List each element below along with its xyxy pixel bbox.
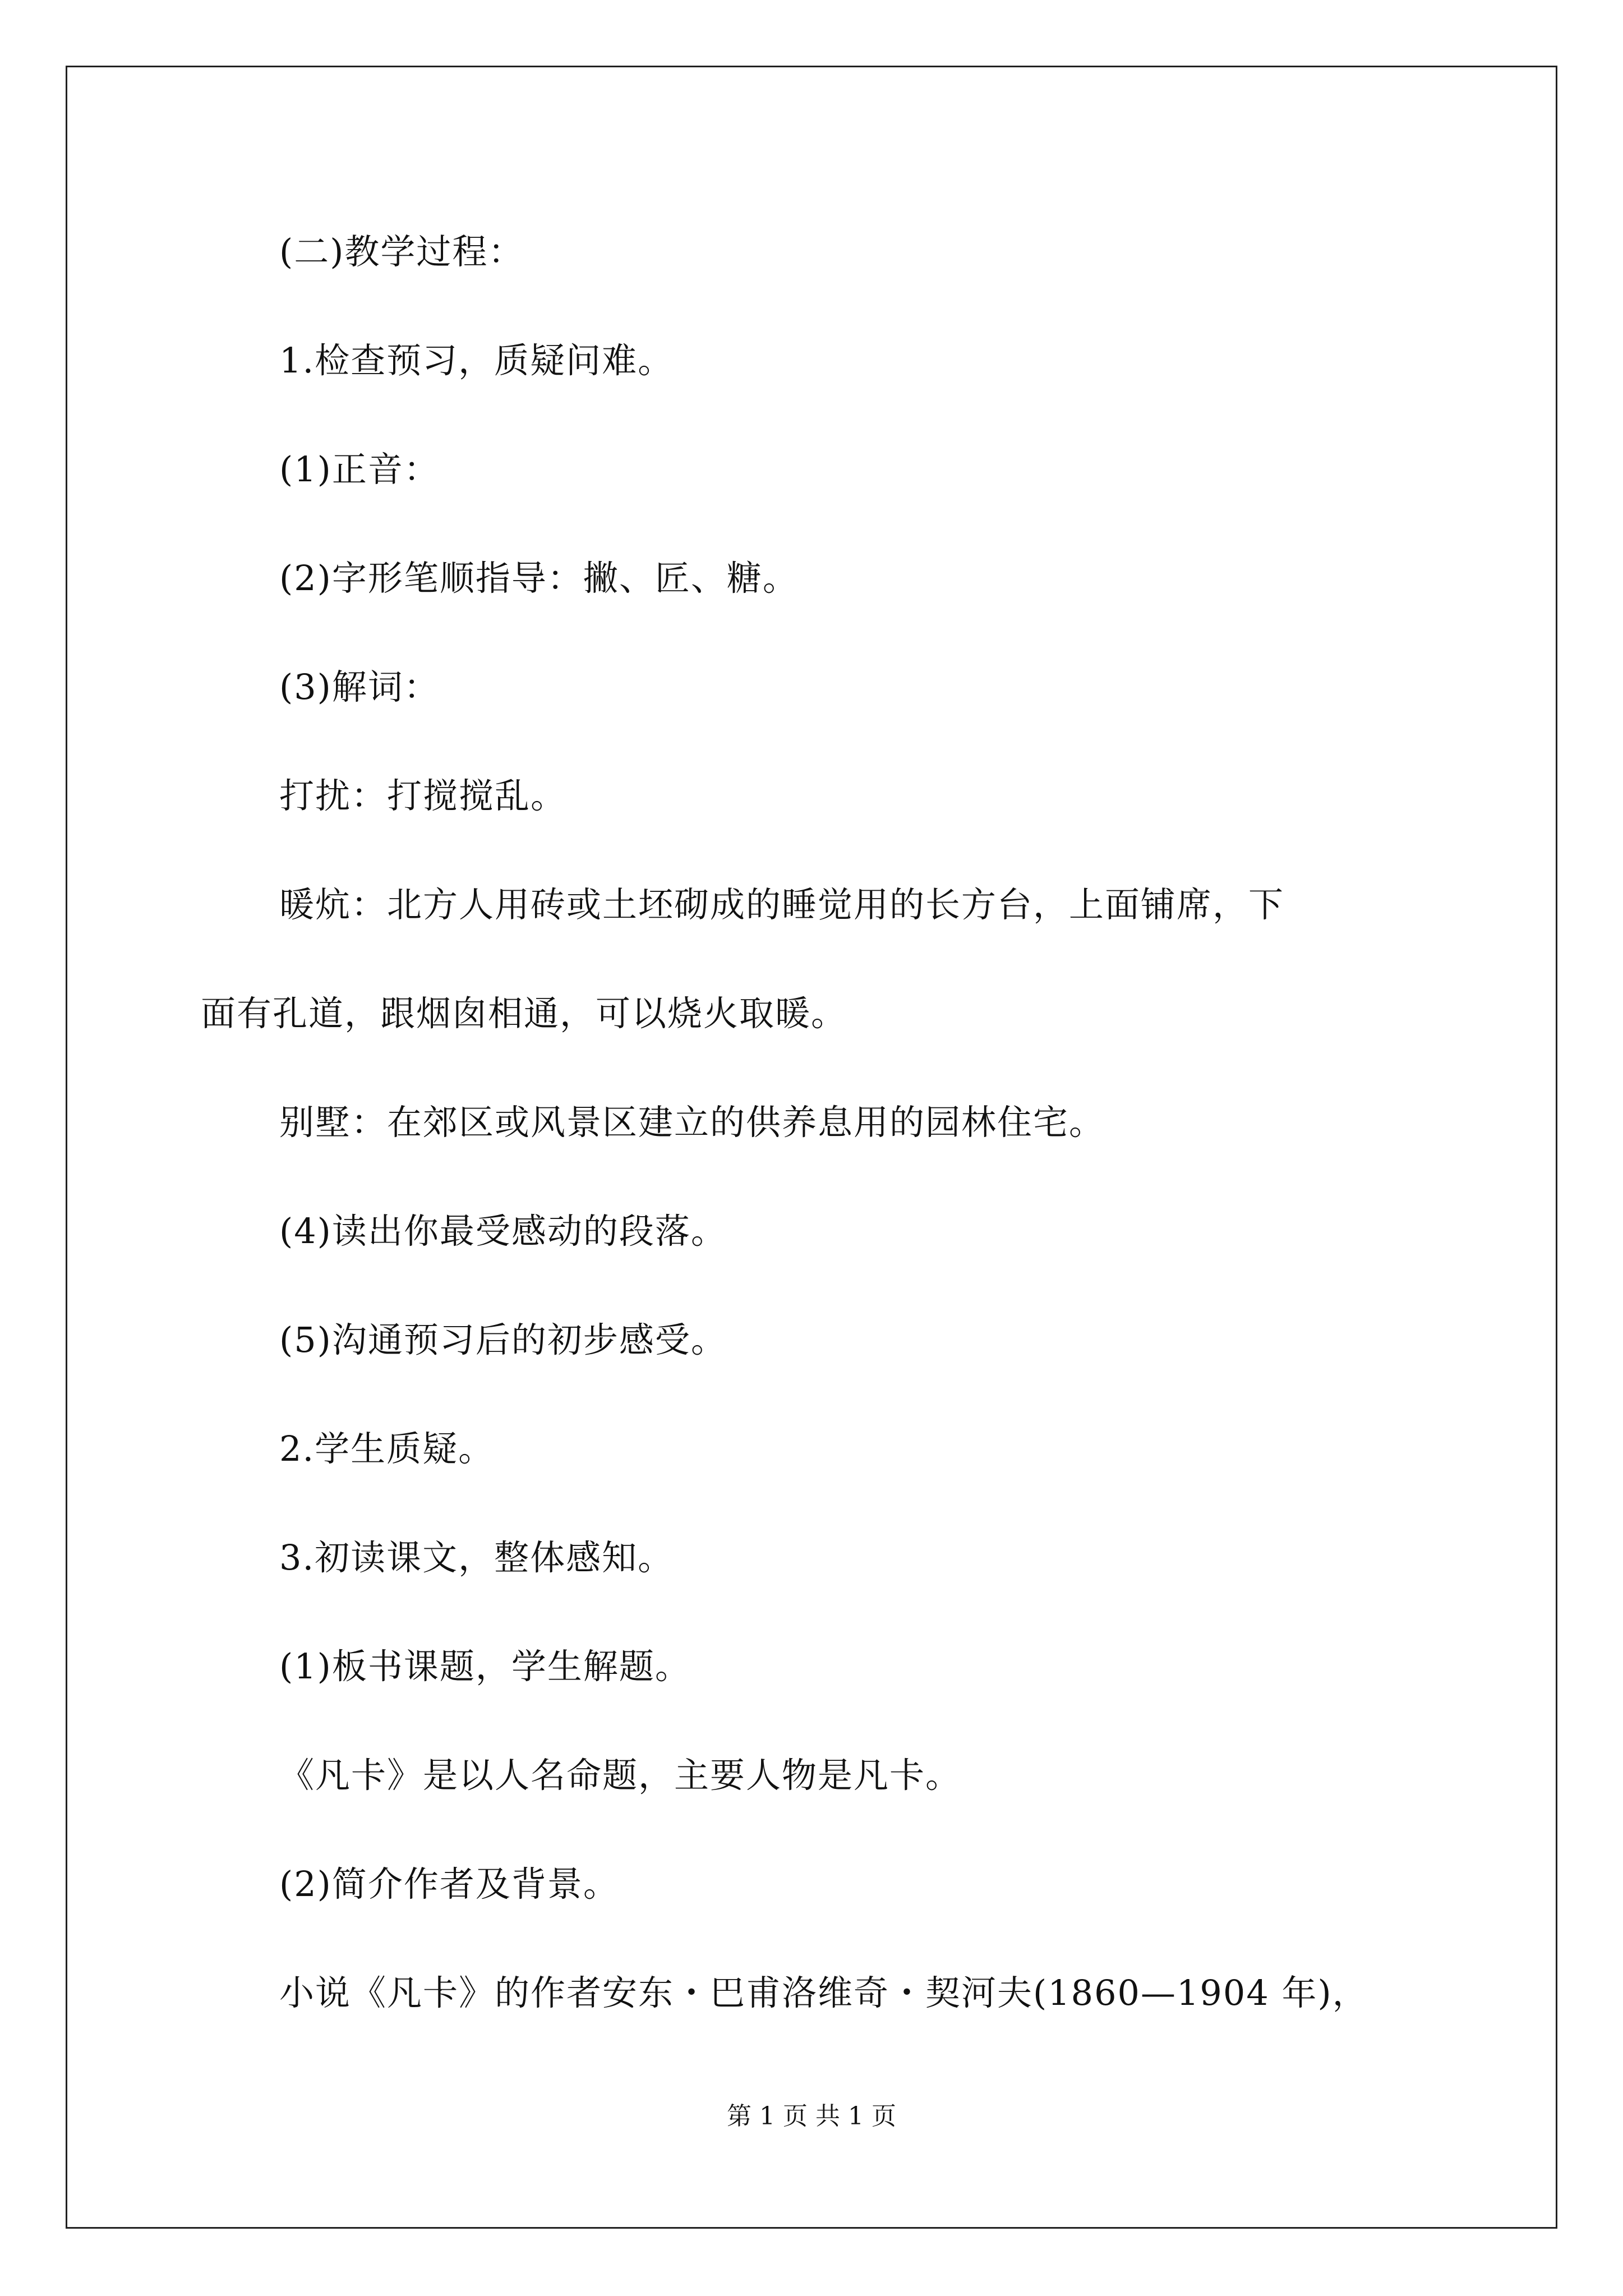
paragraph-vocabulary: (3)解词： xyxy=(279,666,440,707)
paragraph-first-reading: 3.初读课文，整体感知。 xyxy=(279,1537,674,1578)
paragraph-student-questions: 2.学生质疑。 xyxy=(279,1428,495,1469)
paragraph-stroke-order: (2)字形笔顺指导：撇、匠、糖。 xyxy=(279,558,799,599)
paragraph-definition-kang: 暖炕：北方人用砖或土坯砌成的睡觉用的长方台，上面铺席，下 xyxy=(279,884,1285,925)
paragraph-definition-villa: 别墅：在郊区或风景区建立的供养息用的园林住宅。 xyxy=(279,1102,1105,1143)
paragraph-check-preview: 1.检查预习，质疑问难。 xyxy=(279,340,674,381)
paragraph-author-details: 小说《凡卡》的作者安东・巴甫洛维奇・契河夫(1860—1904 年)， xyxy=(279,1972,1368,2013)
paragraph-read-aloud: (4)读出你最受感动的段落。 xyxy=(279,1211,727,1251)
paragraph-definition-disturb: 打扰：打搅搅乱。 xyxy=(279,775,567,816)
paragraph-title-explanation: 《凡卡》是以人名命题，主要人物是凡卡。 xyxy=(279,1755,962,1796)
paragraph-teaching-process: (二)教学过程： xyxy=(279,231,524,272)
paragraph-definition-kang-continued: 面有孔道，跟烟囱相通，可以烧火取暖。 xyxy=(201,993,847,1034)
paragraph-pronunciation: (1)正音： xyxy=(279,449,440,490)
paragraph-share-feelings: (5)沟通预习后的初步感受。 xyxy=(279,1319,727,1360)
page-footer: 第 1 页 共 1 页 xyxy=(727,2102,896,2131)
paragraph-board-title: (1)板书课题，学生解题。 xyxy=(279,1646,691,1687)
paragraph-author-intro: (2)简介作者及背景。 xyxy=(279,1864,619,1904)
